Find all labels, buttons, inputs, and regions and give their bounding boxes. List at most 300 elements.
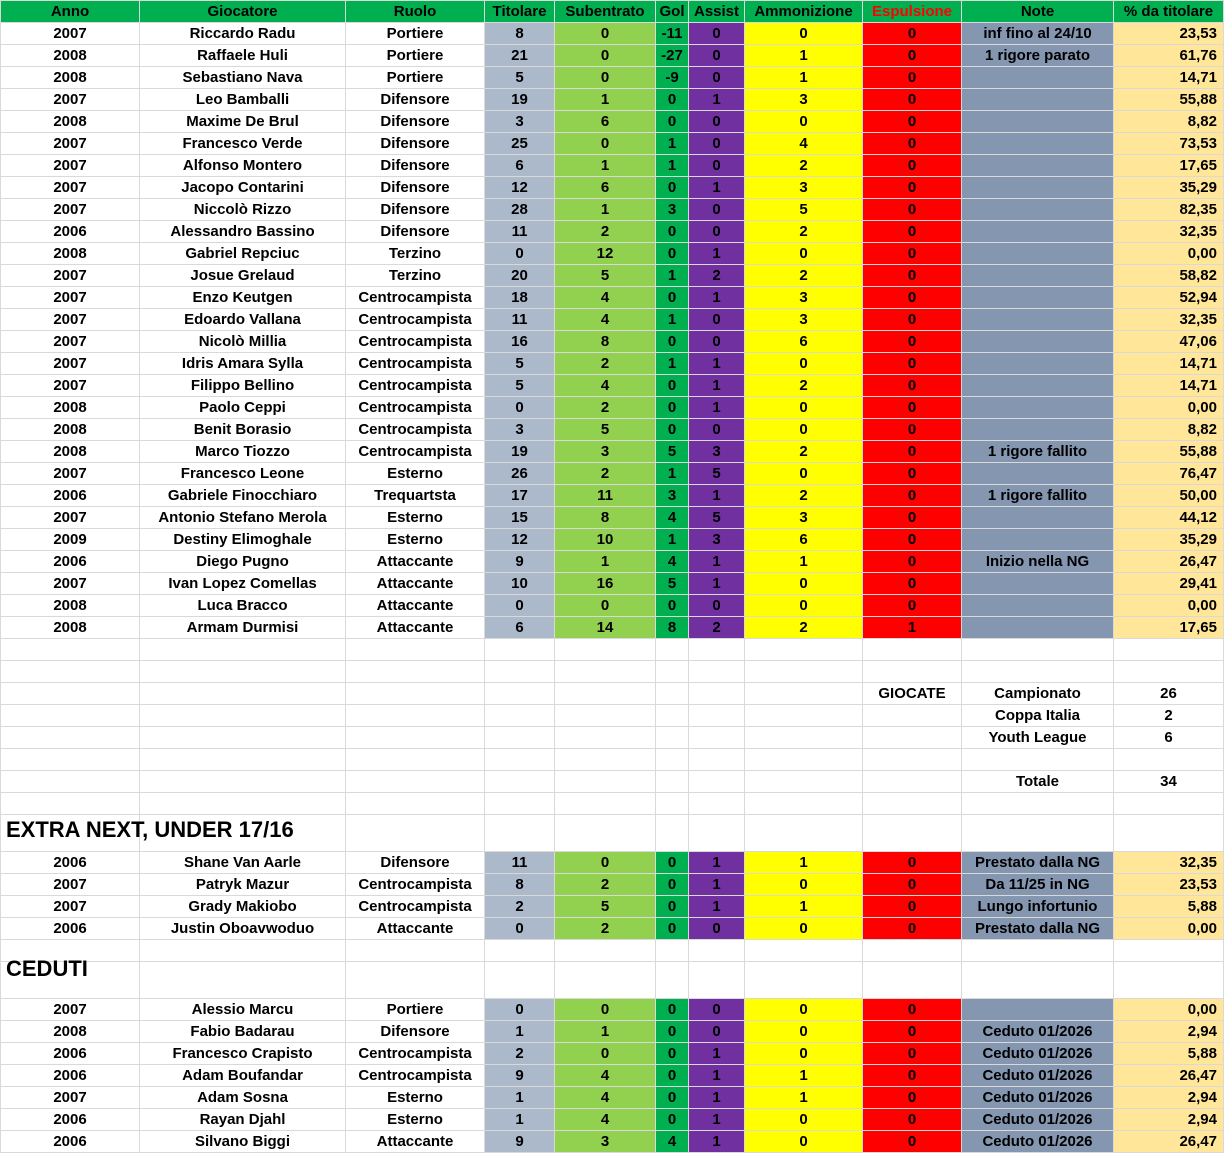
empty-cell[interactable] [346, 727, 485, 749]
column-header[interactable]: Note [962, 1, 1114, 23]
cell-assist[interactable]: 0 [689, 45, 745, 67]
cell-ammonizione[interactable]: 0 [745, 1131, 863, 1153]
cell-subentrato[interactable]: 1 [555, 1021, 656, 1043]
empty-cell[interactable] [555, 705, 656, 727]
empty-cell[interactable] [140, 749, 346, 771]
cell-assist[interactable]: 0 [689, 133, 745, 155]
cell-assist[interactable]: 1 [689, 1131, 745, 1153]
cell-gol[interactable]: 1 [656, 309, 689, 331]
cell-assist[interactable]: 1 [689, 1087, 745, 1109]
cell-titolare[interactable]: 9 [485, 1131, 555, 1153]
cell-subentrato[interactable]: 3 [555, 441, 656, 463]
cell-titolare[interactable]: 1 [485, 1021, 555, 1043]
empty-cell[interactable] [863, 661, 962, 683]
cell-assist[interactable]: 0 [689, 199, 745, 221]
cell-ruolo[interactable]: Esterno [346, 463, 485, 485]
cell-titolare[interactable]: 11 [485, 852, 555, 874]
cell-giocatore[interactable]: Justin Oboavwoduo [140, 918, 346, 940]
cell-espulsione[interactable]: 0 [863, 67, 962, 89]
cell-espulsione[interactable]: 0 [863, 419, 962, 441]
empty-cell[interactable] [555, 793, 656, 815]
cell-pct-titolare[interactable]: 32,35 [1114, 221, 1224, 243]
cell-ammonizione[interactable]: 0 [745, 463, 863, 485]
cell-subentrato[interactable]: 0 [555, 595, 656, 617]
cell-note[interactable]: Ceduto 01/2026 [962, 1021, 1114, 1043]
empty-cell[interactable] [863, 771, 962, 793]
cell-titolare[interactable]: 12 [485, 529, 555, 551]
cell-anno[interactable]: 2007 [1, 23, 140, 45]
cell-anno[interactable]: 2007 [1, 573, 140, 595]
empty-cell[interactable] [346, 962, 485, 999]
cell-subentrato[interactable]: 0 [555, 852, 656, 874]
empty-cell[interactable] [745, 639, 863, 661]
cell-subentrato[interactable]: 3 [555, 1131, 656, 1153]
cell-ammonizione[interactable]: 0 [745, 1021, 863, 1043]
cell-ruolo[interactable]: Centrocampista [346, 309, 485, 331]
cell-giocatore[interactable]: Paolo Ceppi [140, 397, 346, 419]
cell-titolare[interactable]: 9 [485, 1065, 555, 1087]
cell-assist[interactable]: 3 [689, 441, 745, 463]
empty-cell[interactable] [555, 661, 656, 683]
cell-note[interactable] [962, 221, 1114, 243]
cell-pct-titolare[interactable]: 2,94 [1114, 1087, 1224, 1109]
cell-anno[interactable]: 2007 [1, 309, 140, 331]
cell-subentrato[interactable]: 10 [555, 529, 656, 551]
cell-ruolo[interactable]: Terzino [346, 265, 485, 287]
cell-giocatore[interactable]: Alessandro Bassino [140, 221, 346, 243]
cell-giocatore[interactable]: Niccolò Rizzo [140, 199, 346, 221]
cell-subentrato[interactable]: 0 [555, 23, 656, 45]
cell-gol[interactable]: 1 [656, 529, 689, 551]
cell-pct-titolare[interactable]: 14,71 [1114, 353, 1224, 375]
cell-espulsione[interactable]: 0 [863, 1021, 962, 1043]
empty-cell[interactable] [1, 705, 140, 727]
empty-cell[interactable] [745, 771, 863, 793]
cell-titolare[interactable]: 8 [485, 874, 555, 896]
cell-assist[interactable]: 3 [689, 529, 745, 551]
cell-subentrato[interactable]: 12 [555, 243, 656, 265]
empty-cell[interactable] [485, 639, 555, 661]
cell-ammonizione[interactable]: 3 [745, 287, 863, 309]
cell-assist[interactable]: 1 [689, 874, 745, 896]
cell-subentrato[interactable]: 5 [555, 419, 656, 441]
cell-ammonizione[interactable]: 3 [745, 89, 863, 111]
empty-cell[interactable] [689, 962, 745, 999]
cell-pct-titolare[interactable]: 47,06 [1114, 331, 1224, 353]
cell-anno[interactable]: 2006 [1, 1131, 140, 1153]
cell-subentrato[interactable]: 0 [555, 1043, 656, 1065]
cell-gol[interactable]: 0 [656, 1043, 689, 1065]
cell-assist[interactable]: 0 [689, 155, 745, 177]
empty-cell[interactable] [962, 639, 1114, 661]
cell-giocatore[interactable]: Francesco Verde [140, 133, 346, 155]
cell-espulsione[interactable]: 0 [863, 23, 962, 45]
cell-note[interactable] [962, 595, 1114, 617]
cell-ammonizione[interactable]: 1 [745, 1087, 863, 1109]
cell-assist[interactable]: 1 [689, 353, 745, 375]
cell-giocatore[interactable]: Francesco Crapisto [140, 1043, 346, 1065]
cell-note[interactable]: inf fino al 24/10 [962, 23, 1114, 45]
cell-espulsione[interactable]: 0 [863, 463, 962, 485]
cell-pct-titolare[interactable]: 0,00 [1114, 243, 1224, 265]
empty-cell[interactable] [346, 705, 485, 727]
cell-espulsione[interactable]: 0 [863, 918, 962, 940]
cell-giocatore[interactable]: Josue Grelaud [140, 265, 346, 287]
cell-subentrato[interactable]: 4 [555, 1087, 656, 1109]
empty-cell[interactable] [140, 727, 346, 749]
empty-cell[interactable] [962, 815, 1114, 852]
empty-cell[interactable] [656, 962, 689, 999]
cell-titolare[interactable]: 10 [485, 573, 555, 595]
empty-cell[interactable] [656, 940, 689, 962]
cell-assist[interactable]: 1 [689, 375, 745, 397]
cell-espulsione[interactable]: 0 [863, 1087, 962, 1109]
empty-cell[interactable] [346, 749, 485, 771]
cell-gol[interactable]: 3 [656, 199, 689, 221]
cell-pct-titolare[interactable]: 50,00 [1114, 485, 1224, 507]
cell-titolare[interactable]: 12 [485, 177, 555, 199]
cell-giocatore[interactable]: Nicolò Millia [140, 331, 346, 353]
empty-cell[interactable] [140, 940, 346, 962]
cell-gol[interactable]: 5 [656, 441, 689, 463]
empty-cell[interactable] [485, 940, 555, 962]
cell-note[interactable]: 1 rigore parato [962, 45, 1114, 67]
empty-cell[interactable] [555, 683, 656, 705]
cell-titolare[interactable]: 1 [485, 1087, 555, 1109]
cell-ruolo[interactable]: Centrocampista [346, 896, 485, 918]
cell-titolare[interactable]: 0 [485, 595, 555, 617]
cell-giocatore[interactable]: Idris Amara Sylla [140, 353, 346, 375]
cell-subentrato[interactable]: 6 [555, 177, 656, 199]
cell-pct-titolare[interactable]: 14,71 [1114, 67, 1224, 89]
cell-giocatore[interactable]: Jacopo Contarini [140, 177, 346, 199]
cell-assist[interactable]: 1 [689, 485, 745, 507]
cell-ammonizione[interactable]: 0 [745, 918, 863, 940]
cell-gol[interactable]: 0 [656, 243, 689, 265]
cell-gol[interactable]: 0 [656, 852, 689, 874]
cell-gol[interactable]: 4 [656, 507, 689, 529]
cell-note[interactable] [962, 331, 1114, 353]
cell-titolare[interactable]: 26 [485, 463, 555, 485]
cell-assist[interactable]: 0 [689, 221, 745, 243]
cell-note[interactable] [962, 573, 1114, 595]
cell-ammonizione[interactable]: 0 [745, 111, 863, 133]
cell-subentrato[interactable]: 4 [555, 1065, 656, 1087]
cell-ruolo[interactable]: Attaccante [346, 1131, 485, 1153]
cell-ruolo[interactable]: Esterno [346, 529, 485, 551]
cell-note[interactable] [962, 133, 1114, 155]
cell-note[interactable] [962, 507, 1114, 529]
cell-titolare[interactable]: 0 [485, 918, 555, 940]
cell-assist[interactable]: 0 [689, 23, 745, 45]
cell-espulsione[interactable]: 0 [863, 874, 962, 896]
cell-subentrato[interactable]: 2 [555, 463, 656, 485]
cell-giocatore[interactable]: Adam Sosna [140, 1087, 346, 1109]
cell-ammonizione[interactable]: 0 [745, 23, 863, 45]
empty-cell[interactable] [555, 940, 656, 962]
cell-ammonizione[interactable]: 3 [745, 507, 863, 529]
empty-cell[interactable] [656, 705, 689, 727]
empty-cell[interactable] [346, 793, 485, 815]
empty-cell[interactable] [689, 661, 745, 683]
cell-giocatore[interactable]: Marco Tiozzo [140, 441, 346, 463]
empty-cell[interactable] [962, 749, 1114, 771]
cell-espulsione[interactable]: 0 [863, 507, 962, 529]
cell-note[interactable]: Lungo infortunio [962, 896, 1114, 918]
cell-pct-titolare[interactable]: 0,00 [1114, 918, 1224, 940]
cell-anno[interactable]: 2006 [1, 1109, 140, 1131]
empty-cell[interactable] [745, 705, 863, 727]
cell-giocatore[interactable]: Adam Boufandar [140, 1065, 346, 1087]
cell-subentrato[interactable]: 8 [555, 331, 656, 353]
empty-cell[interactable] [863, 639, 962, 661]
cell-anno[interactable]: 2006 [1, 1043, 140, 1065]
cell-anno[interactable]: 2007 [1, 874, 140, 896]
cell-ruolo[interactable]: Centrocampista [346, 287, 485, 309]
cell-subentrato[interactable]: 4 [555, 309, 656, 331]
cell-titolare[interactable]: 8 [485, 23, 555, 45]
cell-pct-titolare[interactable]: 52,94 [1114, 287, 1224, 309]
cell-anno[interactable]: 2007 [1, 353, 140, 375]
cell-note[interactable]: Prestato dalla NG [962, 918, 1114, 940]
cell-note[interactable] [962, 999, 1114, 1021]
cell-pct-titolare[interactable]: 35,29 [1114, 529, 1224, 551]
empty-cell[interactable] [745, 749, 863, 771]
cell-espulsione[interactable]: 0 [863, 1131, 962, 1153]
cell-pct-titolare[interactable]: 8,82 [1114, 419, 1224, 441]
cell-espulsione[interactable]: 0 [863, 1109, 962, 1131]
empty-cell[interactable] [962, 661, 1114, 683]
cell-anno[interactable]: 2008 [1, 67, 140, 89]
cell-subentrato[interactable]: 2 [555, 353, 656, 375]
cell-gol[interactable]: 4 [656, 551, 689, 573]
cell-ammonizione[interactable]: 2 [745, 441, 863, 463]
column-header[interactable]: Ruolo [346, 1, 485, 23]
cell-titolare[interactable]: 28 [485, 199, 555, 221]
cell-ruolo[interactable]: Difensore [346, 89, 485, 111]
cell-assist[interactable]: 0 [689, 918, 745, 940]
cell-titolare[interactable]: 19 [485, 441, 555, 463]
empty-cell[interactable] [1114, 661, 1224, 683]
cell-note[interactable] [962, 89, 1114, 111]
empty-cell[interactable] [555, 962, 656, 999]
cell-ruolo[interactable]: Difensore [346, 155, 485, 177]
cell-giocatore[interactable]: Leo Bamballi [140, 89, 346, 111]
empty-cell[interactable] [656, 661, 689, 683]
cell-ruolo[interactable]: Centrocampista [346, 441, 485, 463]
empty-cell[interactable] [485, 771, 555, 793]
cell-subentrato[interactable]: 0 [555, 999, 656, 1021]
giocate-blank[interactable] [863, 727, 962, 749]
cell-note[interactable]: Prestato dalla NG [962, 852, 1114, 874]
cell-pct-titolare[interactable]: 26,47 [1114, 1131, 1224, 1153]
cell-giocatore[interactable]: Filippo Bellino [140, 375, 346, 397]
empty-cell[interactable] [485, 815, 555, 852]
empty-cell[interactable] [555, 639, 656, 661]
cell-giocatore[interactable]: Enzo Keutgen [140, 287, 346, 309]
cell-note[interactable]: 1 rigore fallito [962, 441, 1114, 463]
cell-subentrato[interactable]: 0 [555, 45, 656, 67]
empty-cell[interactable] [1114, 940, 1224, 962]
cell-pct-titolare[interactable]: 55,88 [1114, 441, 1224, 463]
cell-gol[interactable]: 5 [656, 573, 689, 595]
empty-cell[interactable] [1114, 749, 1224, 771]
empty-cell[interactable] [962, 940, 1114, 962]
column-header[interactable]: Anno [1, 1, 140, 23]
empty-cell[interactable] [689, 940, 745, 962]
cell-note[interactable] [962, 419, 1114, 441]
cell-espulsione[interactable]: 0 [863, 265, 962, 287]
cell-anno[interactable]: 2008 [1, 441, 140, 463]
cell-titolare[interactable]: 0 [485, 397, 555, 419]
empty-cell[interactable] [1, 639, 140, 661]
cell-anno[interactable]: 2006 [1, 852, 140, 874]
cell-giocatore[interactable]: Alessio Marcu [140, 999, 346, 1021]
cell-pct-titolare[interactable]: 0,00 [1114, 595, 1224, 617]
cell-pct-titolare[interactable]: 0,00 [1114, 397, 1224, 419]
competition-count[interactable]: 2 [1114, 705, 1224, 727]
cell-titolare[interactable]: 18 [485, 287, 555, 309]
cell-subentrato[interactable]: 4 [555, 287, 656, 309]
cell-giocatore[interactable]: Shane Van Aarle [140, 852, 346, 874]
cell-note[interactable]: Ceduto 01/2026 [962, 1065, 1114, 1087]
empty-cell[interactable] [745, 962, 863, 999]
cell-espulsione[interactable]: 0 [863, 852, 962, 874]
cell-giocatore[interactable]: Destiny Elimoghale [140, 529, 346, 551]
cell-ruolo[interactable]: Esterno [346, 1087, 485, 1109]
empty-cell[interactable] [863, 940, 962, 962]
cell-gol[interactable]: 0 [656, 874, 689, 896]
cell-assist[interactable]: 0 [689, 1021, 745, 1043]
empty-cell[interactable] [689, 639, 745, 661]
cell-subentrato[interactable]: 11 [555, 485, 656, 507]
cell-assist[interactable]: 1 [689, 1109, 745, 1131]
empty-cell[interactable] [962, 793, 1114, 815]
cell-note[interactable]: 1 rigore fallito [962, 485, 1114, 507]
cell-ruolo[interactable]: Portiere [346, 67, 485, 89]
cell-pct-titolare[interactable]: 17,65 [1114, 155, 1224, 177]
cell-ammonizione[interactable]: 0 [745, 353, 863, 375]
cell-giocatore[interactable]: Luca Bracco [140, 595, 346, 617]
cell-ruolo[interactable]: Centrocampista [346, 397, 485, 419]
cell-anno[interactable]: 2007 [1, 177, 140, 199]
cell-anno[interactable]: 2006 [1, 1065, 140, 1087]
cell-anno[interactable]: 2007 [1, 896, 140, 918]
cell-ruolo[interactable]: Attaccante [346, 573, 485, 595]
cell-anno[interactable]: 2007 [1, 199, 140, 221]
empty-cell[interactable] [689, 793, 745, 815]
cell-subentrato[interactable]: 2 [555, 918, 656, 940]
cell-espulsione[interactable]: 0 [863, 133, 962, 155]
cell-gol[interactable]: 0 [656, 331, 689, 353]
cell-espulsione[interactable]: 0 [863, 331, 962, 353]
cell-giocatore[interactable]: Gabriele Finocchiaro [140, 485, 346, 507]
empty-cell[interactable] [863, 793, 962, 815]
cell-note[interactable] [962, 111, 1114, 133]
cell-ruolo[interactable]: Trequartsta [346, 485, 485, 507]
cell-assist[interactable]: 5 [689, 463, 745, 485]
cell-pct-titolare[interactable]: 8,82 [1114, 111, 1224, 133]
empty-cell[interactable] [485, 727, 555, 749]
cell-anno[interactable]: 2008 [1, 243, 140, 265]
cell-anno[interactable]: 2006 [1, 221, 140, 243]
cell-ruolo[interactable]: Esterno [346, 1109, 485, 1131]
cell-assist[interactable]: 2 [689, 265, 745, 287]
cell-titolare[interactable]: 5 [485, 353, 555, 375]
cell-anno[interactable]: 2007 [1, 287, 140, 309]
empty-cell[interactable] [485, 749, 555, 771]
cell-ammonizione[interactable]: 0 [745, 419, 863, 441]
cell-titolare[interactable]: 11 [485, 221, 555, 243]
total-label[interactable]: Totale [962, 771, 1114, 793]
empty-cell[interactable] [656, 815, 689, 852]
empty-cell[interactable] [656, 793, 689, 815]
cell-pct-titolare[interactable]: 32,35 [1114, 852, 1224, 874]
empty-cell[interactable] [485, 661, 555, 683]
cell-espulsione[interactable]: 0 [863, 896, 962, 918]
cell-titolare[interactable]: 15 [485, 507, 555, 529]
cell-assist[interactable]: 0 [689, 309, 745, 331]
empty-cell[interactable] [1, 683, 140, 705]
cell-espulsione[interactable]: 0 [863, 155, 962, 177]
cell-anno[interactable]: 2006 [1, 551, 140, 573]
cell-giocatore[interactable]: Francesco Leone [140, 463, 346, 485]
cell-pct-titolare[interactable]: 5,88 [1114, 896, 1224, 918]
cell-gol[interactable]: 1 [656, 133, 689, 155]
cell-gol[interactable]: 0 [656, 896, 689, 918]
empty-cell[interactable] [555, 771, 656, 793]
cell-espulsione[interactable]: 1 [863, 617, 962, 639]
empty-cell[interactable] [656, 683, 689, 705]
empty-cell[interactable] [555, 815, 656, 852]
cell-anno[interactable]: 2007 [1, 463, 140, 485]
cell-note[interactable] [962, 617, 1114, 639]
empty-cell[interactable] [1, 771, 140, 793]
cell-assist[interactable]: 1 [689, 852, 745, 874]
cell-titolare[interactable]: 0 [485, 999, 555, 1021]
cell-giocatore[interactable]: Edoardo Vallana [140, 309, 346, 331]
cell-gol[interactable]: 3 [656, 485, 689, 507]
cell-titolare[interactable]: 0 [485, 243, 555, 265]
competition-count[interactable]: 6 [1114, 727, 1224, 749]
cell-note[interactable] [962, 155, 1114, 177]
cell-assist[interactable]: 1 [689, 89, 745, 111]
cell-titolare[interactable]: 5 [485, 375, 555, 397]
cell-giocatore[interactable]: Diego Pugno [140, 551, 346, 573]
empty-cell[interactable] [140, 639, 346, 661]
cell-gol[interactable]: -27 [656, 45, 689, 67]
cell-ruolo[interactable]: Centrocampista [346, 1065, 485, 1087]
cell-ruolo[interactable]: Attaccante [346, 595, 485, 617]
cell-pct-titolare[interactable]: 73,53 [1114, 133, 1224, 155]
cell-giocatore[interactable]: Ivan Lopez Comellas [140, 573, 346, 595]
cell-pct-titolare[interactable]: 55,88 [1114, 89, 1224, 111]
cell-titolare[interactable]: 20 [485, 265, 555, 287]
cell-ruolo[interactable]: Centrocampista [346, 331, 485, 353]
cell-ruolo[interactable]: Portiere [346, 23, 485, 45]
cell-note[interactable] [962, 177, 1114, 199]
empty-cell[interactable] [745, 940, 863, 962]
empty-cell[interactable] [346, 683, 485, 705]
cell-subentrato[interactable]: 6 [555, 111, 656, 133]
cell-assist[interactable]: 0 [689, 111, 745, 133]
cell-ruolo[interactable]: Centrocampista [346, 375, 485, 397]
empty-cell[interactable] [863, 749, 962, 771]
cell-gol[interactable]: 0 [656, 89, 689, 111]
cell-espulsione[interactable]: 0 [863, 221, 962, 243]
cell-anno[interactable]: 2008 [1, 45, 140, 67]
empty-cell[interactable] [1, 749, 140, 771]
